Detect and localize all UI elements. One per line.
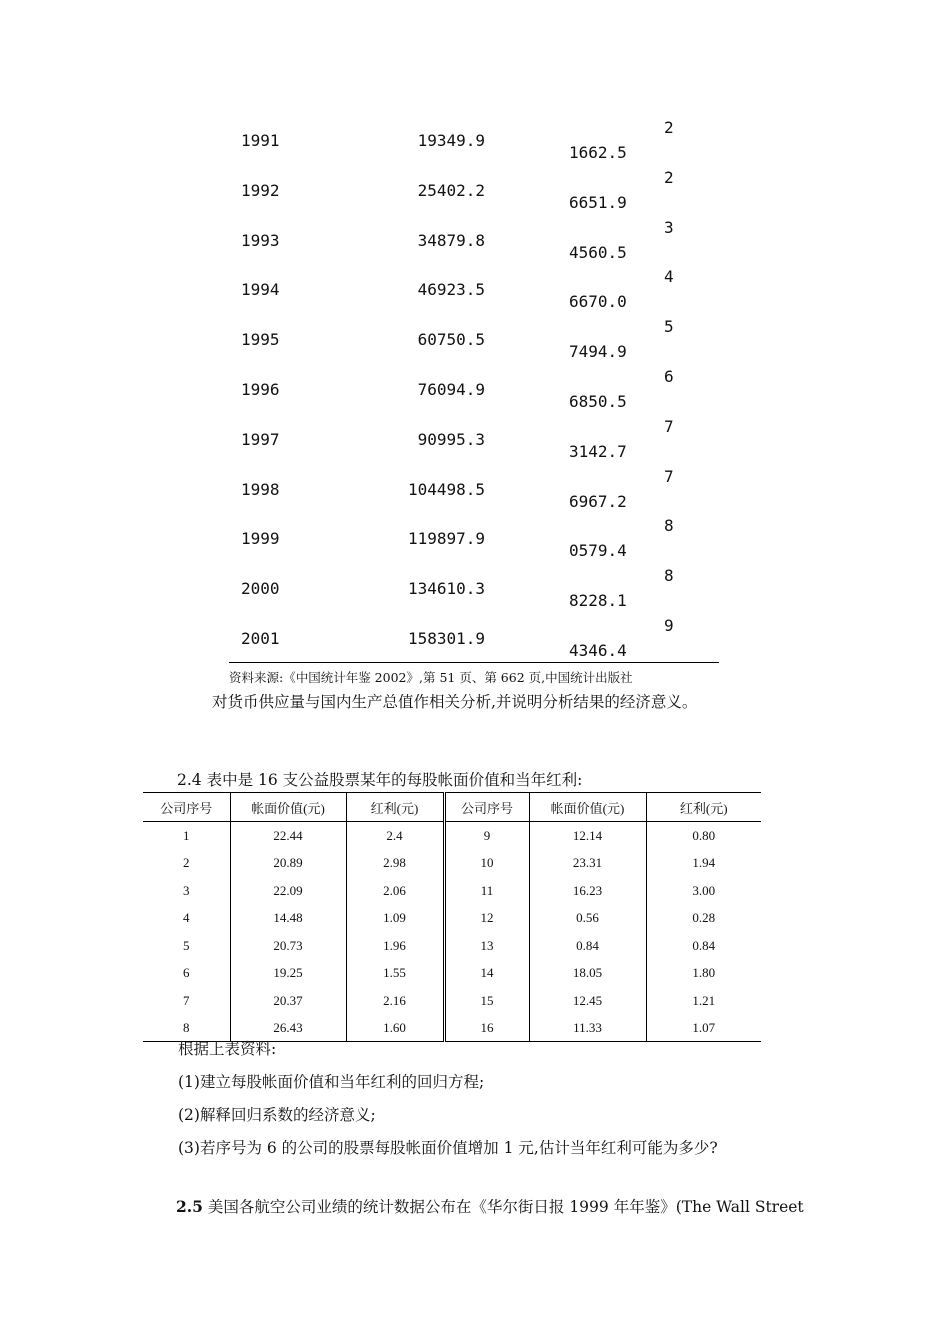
year-cell: 1998 — [241, 479, 280, 499]
table-row — [143, 905, 761, 933]
section-2-4-intro: 2.4 表中是 16 支公益股票某年的每股帐面价值和当年红利: — [177, 771, 583, 789]
money-rest-cell: 6967.2 — [569, 491, 627, 511]
dividend-cell: 0.80 — [646, 822, 761, 850]
money-digit-cell: 5 — [664, 317, 674, 337]
money-digit-cell: 4 — [664, 267, 674, 287]
money-rest-cell: 1662.5 — [569, 143, 627, 162]
company-no-cell: 5 — [183, 937, 190, 953]
gdp-cell: 158301.9 — [407, 629, 485, 648]
table-bottom-rule — [229, 662, 719, 663]
year-cell: 1992 — [241, 180, 280, 200]
money-digit-cell: 9 — [664, 616, 674, 635]
book-value-cell: 26.43 — [230, 1015, 346, 1042]
money-digit-cell: 7 — [664, 466, 674, 486]
company-no-cell: 9 — [444, 822, 529, 850]
header-company-no-2: 公司序号 — [444, 793, 529, 822]
year-cell: 1994 — [241, 280, 280, 300]
dividend-cell: 1.07 — [646, 1015, 761, 1042]
question-item-1: (1)建立每股帐面价值和当年红利的回归方程; — [178, 1073, 485, 1091]
table-row — [143, 822, 761, 850]
gdp-cell: 19349.9 — [417, 131, 485, 150]
company-no-cell: 10 — [444, 850, 529, 878]
book-value-cell: 20.73 — [230, 932, 346, 960]
company-no-cell: 7 — [183, 992, 190, 1008]
book-value-cell: 19.25 — [230, 960, 346, 988]
gdp-cell: 34879.8 — [417, 230, 485, 250]
money-digit-cell: 6 — [664, 367, 674, 386]
header-book-value-2: 帐面价值(元) — [529, 793, 646, 822]
gdp-cell: 134610.3 — [407, 579, 485, 599]
company-no-cell: 4 — [183, 910, 190, 926]
book-value-cell: 23.31 — [529, 850, 646, 878]
company-no-cell: 8 — [143, 1015, 230, 1042]
year-cell: 2001 — [241, 629, 280, 648]
company-no-cell: 3 — [183, 882, 190, 898]
money-rest-cell: 3142.7 — [569, 441, 627, 461]
book-value-cell: 22.44 — [230, 822, 346, 850]
money-digit-cell: 3 — [664, 217, 674, 237]
book-value-cell: 12.45 — [529, 987, 646, 1015]
money-rest-cell: 4346.4 — [569, 641, 627, 660]
dividend-cell: 2.4 — [346, 822, 444, 850]
table-source-note: 资料来源:《中国统计年鉴 2002》,第 51 页、第 662 页,中国统计出版社 — [229, 670, 633, 685]
company-no-cell: 1 — [183, 827, 190, 843]
company-no-cell: 15 — [444, 987, 529, 1015]
dividend-cell: 1.94 — [646, 850, 761, 878]
company-no-cell: 2 — [183, 855, 190, 871]
book-value-cell: 20.37 — [230, 987, 346, 1015]
book-value-cell: 16.23 — [529, 877, 646, 905]
year-cell: 1999 — [241, 529, 280, 549]
dividend-cell: 2.16 — [346, 987, 444, 1015]
dividend-cell: 1.21 — [646, 987, 761, 1015]
gdp-cell: 119897.9 — [407, 529, 485, 549]
gdp-cell: 104498.5 — [407, 479, 485, 499]
book-value-cell: 22.09 — [230, 877, 346, 905]
money-digit-cell: 2 — [664, 167, 674, 187]
year-cell: 1991 — [241, 131, 280, 150]
header-dividend: 红利(元) — [346, 793, 444, 822]
money-rest-cell: 0579.4 — [569, 541, 627, 561]
book-value-cell: 11.33 — [529, 1015, 646, 1042]
dividend-cell: 3.00 — [646, 877, 761, 905]
money-digit-cell: 8 — [664, 516, 674, 536]
dividend-cell: 1.09 — [346, 905, 444, 933]
header-book-value: 帐面价值(元) — [230, 793, 346, 822]
year-cell: 2000 — [241, 579, 280, 599]
money-rest-cell: 7494.9 — [569, 342, 627, 362]
dividend-cell: 0.84 — [646, 932, 761, 960]
dividend-cell: 1.80 — [646, 960, 761, 988]
table-header-row — [143, 793, 761, 822]
money-digit-cell: 8 — [664, 566, 674, 586]
dividend-cell: 1.60 — [346, 1015, 444, 1042]
header-company-no: 公司序号 — [143, 793, 230, 822]
dividend-cell: 1.96 — [346, 932, 444, 960]
book-value-cell: 20.89 — [230, 850, 346, 878]
gdp-cell: 46923.5 — [417, 280, 485, 300]
book-value-cell: 12.14 — [529, 822, 646, 850]
book-value-cell: 18.05 — [529, 960, 646, 988]
table-row — [143, 987, 761, 1015]
book-value-cell: 14.48 — [230, 905, 346, 933]
dividend-cell: 0.28 — [646, 905, 761, 933]
section-number: 2.5 — [176, 1197, 203, 1216]
question-text: 对货币供应量与国内生产总值作相关分析,并说明分析结果的经济意义。 — [212, 693, 698, 711]
gdp-cell: 76094.9 — [417, 380, 485, 399]
header-dividend-2: 红利(元) — [646, 793, 761, 822]
dividend-cell: 1.55 — [346, 960, 444, 988]
money-rest-cell: 6850.5 — [569, 392, 627, 411]
gdp-cell: 25402.2 — [417, 180, 485, 200]
question-item-2: (2)解释回归系数的经济意义; — [178, 1106, 376, 1124]
table-row — [143, 932, 761, 960]
company-no-cell: 16 — [444, 1015, 529, 1042]
gdp-cell: 60750.5 — [417, 330, 485, 350]
year-cell: 1996 — [241, 380, 280, 399]
gdp-cell: 90995.3 — [417, 429, 485, 449]
table-row — [143, 850, 761, 878]
company-no-cell: 12 — [444, 905, 529, 933]
company-no-cell: 13 — [444, 932, 529, 960]
money-rest-cell: 6651.9 — [569, 192, 627, 212]
section-2-5-text — [176, 1195, 804, 1217]
question-item-3: (3)若序号为 6 的公司的股票每股帐面价值增加 1 元,估计当年红利可能为多少? — [178, 1139, 718, 1157]
stock-dividend-table — [143, 792, 761, 1042]
table-row — [143, 960, 761, 988]
money-digit-cell: 7 — [664, 416, 674, 436]
money-rest-cell: 8228.1 — [569, 591, 627, 611]
company-no-cell: 14 — [444, 960, 529, 988]
company-no-cell: 11 — [444, 877, 529, 905]
company-no-cell: 6 — [183, 965, 190, 981]
analysis-lead: 根据上表资料: — [178, 1040, 277, 1058]
book-value-cell: 0.56 — [529, 905, 646, 933]
dividend-cell: 2.06 — [346, 877, 444, 905]
money-rest-cell: 4560.5 — [569, 242, 627, 262]
year-cell: 1995 — [241, 330, 280, 350]
section-2-5-body: 美国各航空公司业绩的统计数据公布在《华尔街日报 1999 年年鉴》(The Wall Street — [202, 1198, 804, 1216]
book-value-cell: 0.84 — [529, 932, 646, 960]
money-digit-cell: 2 — [664, 118, 674, 137]
money-rest-cell: 6670.0 — [569, 292, 627, 312]
year-cell: 1993 — [241, 230, 280, 250]
table-row — [143, 877, 761, 905]
year-cell: 1997 — [241, 429, 280, 449]
dividend-cell: 2.98 — [346, 850, 444, 878]
